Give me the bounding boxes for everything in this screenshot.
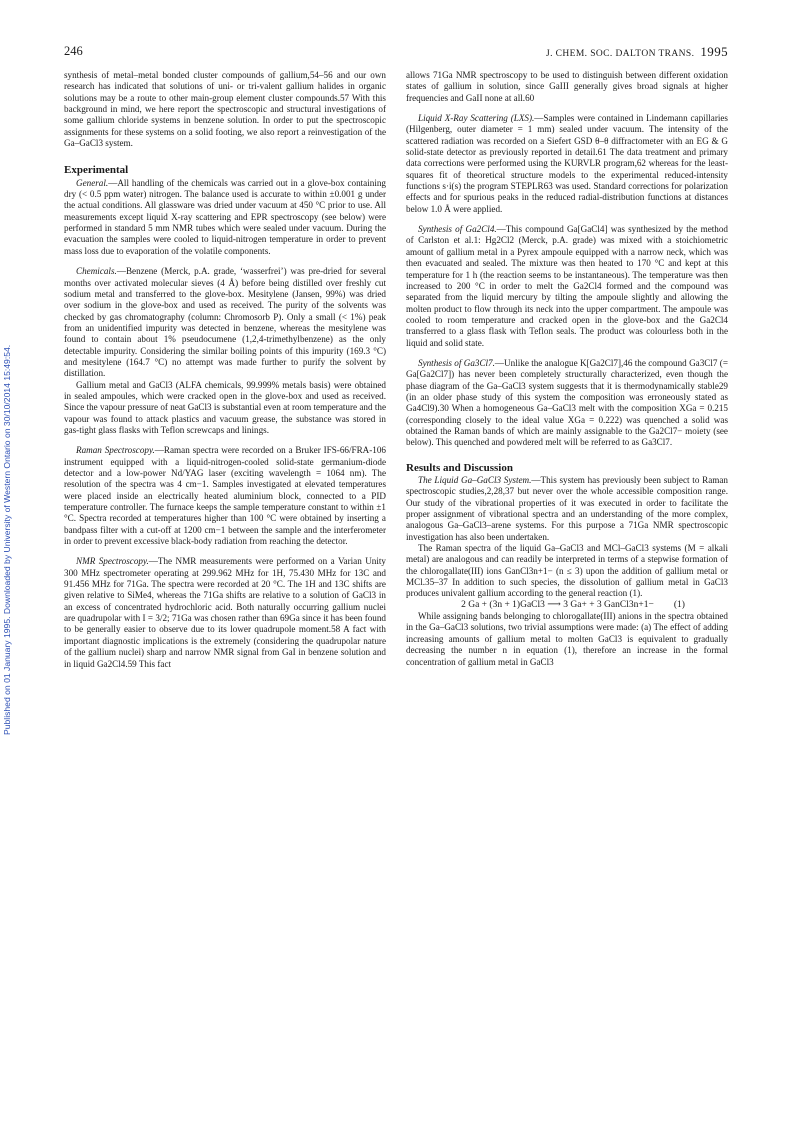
equation-number: (1) (673, 599, 685, 610)
raman-title: Raman Spectroscopy. (76, 445, 155, 456)
results-heading: Results and Discussion (406, 461, 513, 474)
ga3cl7-text: —Unlike the analogue K[Ga2Cl7],46 the compound Ga3Cl7 (= Ga[Ga2Cl7]) has never been completely structurally characterized, even though the phase diagram of the Ga–GaCl3 system suggests that it is thermodynamically stable29 (in an older phase study of this system the composition was erroneously stated as Ga4Cl9).30 When a homogeneous Ga–GaCl3 melt with the composition XGa = 0.215 (corresponding closely to the ideal value XGa = 0.222) was quenched a solid was obtained the Raman bands of which are mainly assignable to the Ga2Cl7− moiety (see below). This quenched and powdered melt will be referred to as Ga3Cl7. (406, 357, 728, 448)
equation-1 (406, 600, 728, 611)
raman-liquid-paragraph: The Raman spectra of the liquid Ga–GaCl3 and MCl–GaCl3 systems (M = alkali metal) are analogous and can readily be interpreted in terms of a stepwise formation of the chlorogallate(III) ions GanCl3n+1− (n ≤ 3) upon the addition of gallium metal or MCl.35–37 In addition to such species, the dissolution of gallium metal in GaCl3 produces univalent gallium according to the general reaction (1). (406, 543, 728, 599)
lxs-paragraph (406, 113, 728, 215)
liquid-system-paragraph (406, 475, 728, 543)
right-column (406, 70, 728, 668)
raman-text: —Raman spectra were recorded on a Bruker IFS-66/FRA-106 instrument equipped with a liquid-nitrogen-cooled solid-state germanium-diode detector and a low-power Nd/YAG laser (exciting wavelength = 1064 nm). The resolution of the spectra was 4 cm−1. Samples investigated at elevated temperatures were placed inside an electrically heated aluminium block, connected to a PID temperature controller. The furnace keeps the sample temperature constant to within ±1 °C. Spectra recorded at temperatures higher than 100 °C were obtained by inserting a bandpass filter with a cut-off at 1200 cm−1 between the sample and the interferometer in order to prevent excessive black-body radiation from reaching the detector. (64, 445, 386, 547)
general-text: —All handling of the chemicals was carried out in a glove-box containing dry (< 0.5 ppm water) nitrogen. The balance used is accurate to within ±0.001 g under the actual conditions. All glassware was dried under vacuum at 450 °C prior to use. All measurements except liquid X-ray scattering and EPR spectroscopy (see below) were performed in standard 5 mm NMR tubes which were sealed under vacuum. During the evacuation the samples were cooled to liquid-nitrogen temperature in order to prevent mass loss due to evaporation of the volatile components. (64, 177, 386, 256)
lxs-title: Liquid X-Ray Scattering (LXS). (418, 113, 535, 124)
intro-paragraph: synthesis of metal–metal bonded cluster compounds of gallium,54–56 and our own research has indicated that solutions of uni- or tri-valent gallium halides in organic solutions may be a route to other main-group element cluster compounds.57 With this background in mind, we here report the spectroscopic and structural investigations of some gallium chloride systems in benzene solution. In order to put the spectroscopic assignments for these systems on a solid footing, we also report a reinvestigation of the Ga–GaCl3 system. (64, 70, 386, 149)
general-paragraph (64, 178, 386, 257)
general-title: General. (76, 177, 109, 188)
page-number: 246 (64, 44, 83, 58)
chemicals-paragraph (64, 266, 386, 379)
nmr-paragraph (64, 556, 386, 669)
final-paragraph: While assigning bands belonging to chlorogallate(III) anions in the spectra obtained in the Ga–GaCl3 solutions, two trivial assumptions were made: (a) The effect of adding increasing amounts of gallium metal to molten GaCl3 is equivalent to gradually decreasing the number n in equation (1), therefore an increase in the formal concentration of gallium metal in GaCl3 (406, 611, 728, 667)
lxs-text: —Samples were contained in Lindemann capillaries (Hilgenberg, outer diameter = 1 mm) sealed under vacuum. The intensity of the scattered radiation was recorded on a Siefert GSD θ–θ diffractometer with an EG & G solid-state detector as previously reported in detail.61 The data treatment and primary data corrections were performed using the KURVLR program,62 whereas for the least-squares fit of theoretical structure models to the experimental reduced-intensity functions s·i(s) the program STEPLR63 was used. Standard corrections for polarization effects and for spurious peaks in the reduced radial-distribution functions at distances below 1.0 Å were applied. (406, 113, 728, 214)
equation-text: 2 Ga + (3n + 1)GaCl3 ⟶ 3 Ga+ + 3 GanCl3n+1− (461, 599, 654, 610)
liquid-system-title: The Liquid Ga–GaCl3 System. (418, 475, 532, 485)
nmr-continued-paragraph: allows 71Ga NMR spectroscopy to be used to distinguish between different oxidation states of gallium in solution, since GaIII generally gives broad signals at higher frequencies and GaII none at all.60 (406, 70, 728, 103)
ga2cl4-title: Synthesis of Ga2Cl4. (418, 224, 497, 235)
chemicals-title: Chemicals. (76, 266, 117, 277)
page-header (64, 44, 728, 60)
nmr-text: —The NMR measurements were performed on a Varian Unity 300 MHz spectrometer operating at 299.962 MHz for 1H, 75.430 MHz for 13C and 91.456 MHz for 71Ga. The spectra were recorded at 20 °C. The 1H and 13C shifts are given relative to SiMe4, whereas the 71Ga shifts are relative to a solution of GaCl3 in an excess of concentrated hydrochloric acid. Both naturally occurring gallium nuclei are quadrupolar with I = 3/2; 71Ga was chosen rather than 69Ga since it has been found to be generally easier to observe due to its lower quadrupole moment.58 A fact with important diagnostic implications is the extremely (considering the quadrupolar nature of the gallium nuclei) sharp and narrow NMR signal from GaI in benzene solution and in liquid Ga2Cl4.59 This fact (64, 556, 386, 669)
left-column (64, 70, 386, 670)
chemicals-text: —Benzene (Merck, p.A. grade, ‘wasserfrei’) was pre-dried for several months over activated molecular sieves (4 Å) before being distilled over freshly cut sodium metal and transferred to the glove-box. Mesitylene (Jansen, 99%) was dried over sodium in the glove-box and used as received. The purity of the solvents was checked by gas chromatography (column: Chromosorb P). Only a small (< 1%) peak from an unidentified impurity was detected in benzene, whereas the mesitylene was found to contain about 1% pseudocumene (1,2,4-trimethylbenzene) as the only detectable impurity. Considering the similar boiling points of this impurity (169.3 °C) and mesitylene (164.7 °C) no attempt was made further to purify the solvent by distillation. (64, 266, 386, 379)
journal-name: J. CHEM. SOC. DALTON TRANS. (545, 49, 695, 59)
liquid-system-text: —This system has previously been subject to Raman spectroscopic studies,2,28,37 but never over the whole accessible composition range. Our study of the vibrational properties of it was executed in order to facilitate the proper assignment of vibrational spectra and an understanding of the more complex, analogous Ga–GaCl3–arene systems. For this purpose a 71Ga NMR spectroscopic investigation has also been undertaken. (406, 475, 728, 542)
ga3cl7-paragraph (406, 358, 728, 449)
nmr-title: NMR Spectroscopy. (76, 556, 149, 567)
experimental-heading: Experimental (64, 164, 129, 177)
download-note-link[interactable]: Published on 01 January 1995. Downloaded by University of Western Ontario on 30/10/2014 15:49:54. (2, 344, 12, 736)
journal-title (546, 44, 728, 60)
ga2cl4-text: —This compound Ga[GaCl4] was synthesized by the method of Carlston et al.1: Hg2Cl2 (Merck, p.A. grade) was mixed with a stoichiometric amount of gallium metal in a Pyrex ampoule equipped with a narrow neck, which was then evacuated and sealed. The mixture was then heated to 170 °C and kept at this temperature for 1 h (the reaction seems to be instantaneous). The temperature was then increased to 200 °C in order to melt the Ga2Cl4 formed and the compound was separated from the liquid mercury by tilting the ampoule slightly and allowing the molten product to flow through its neck into the upper compartment. The ampoule was cooled to room temperature and cracked open in the glove-box and the Ga2Cl4 transferred to a glass flask with Teflon seals. The product was colourless both in the liquid and solid state. (406, 224, 728, 348)
ga2cl4-paragraph (406, 224, 728, 349)
ga3cl7-title: Synthesis of Ga3Cl7. (418, 357, 495, 368)
journal-year: 1995 (700, 44, 728, 59)
raman-paragraph (64, 445, 386, 547)
gallium-paragraph: Gallium metal and GaCl3 (ALFA chemicals, 99.999% metals basis) were obtained in sealed ampoules, which were cracked open in the glove-box and used as received. Since the vapour pressure of neat GaCl3 is substantial even at room temperature and the vapour was found to attack plastics and vacuum grease, the substance was stored in gas-tight glass flasks with Teflon screwcaps and linings. (64, 379, 386, 435)
